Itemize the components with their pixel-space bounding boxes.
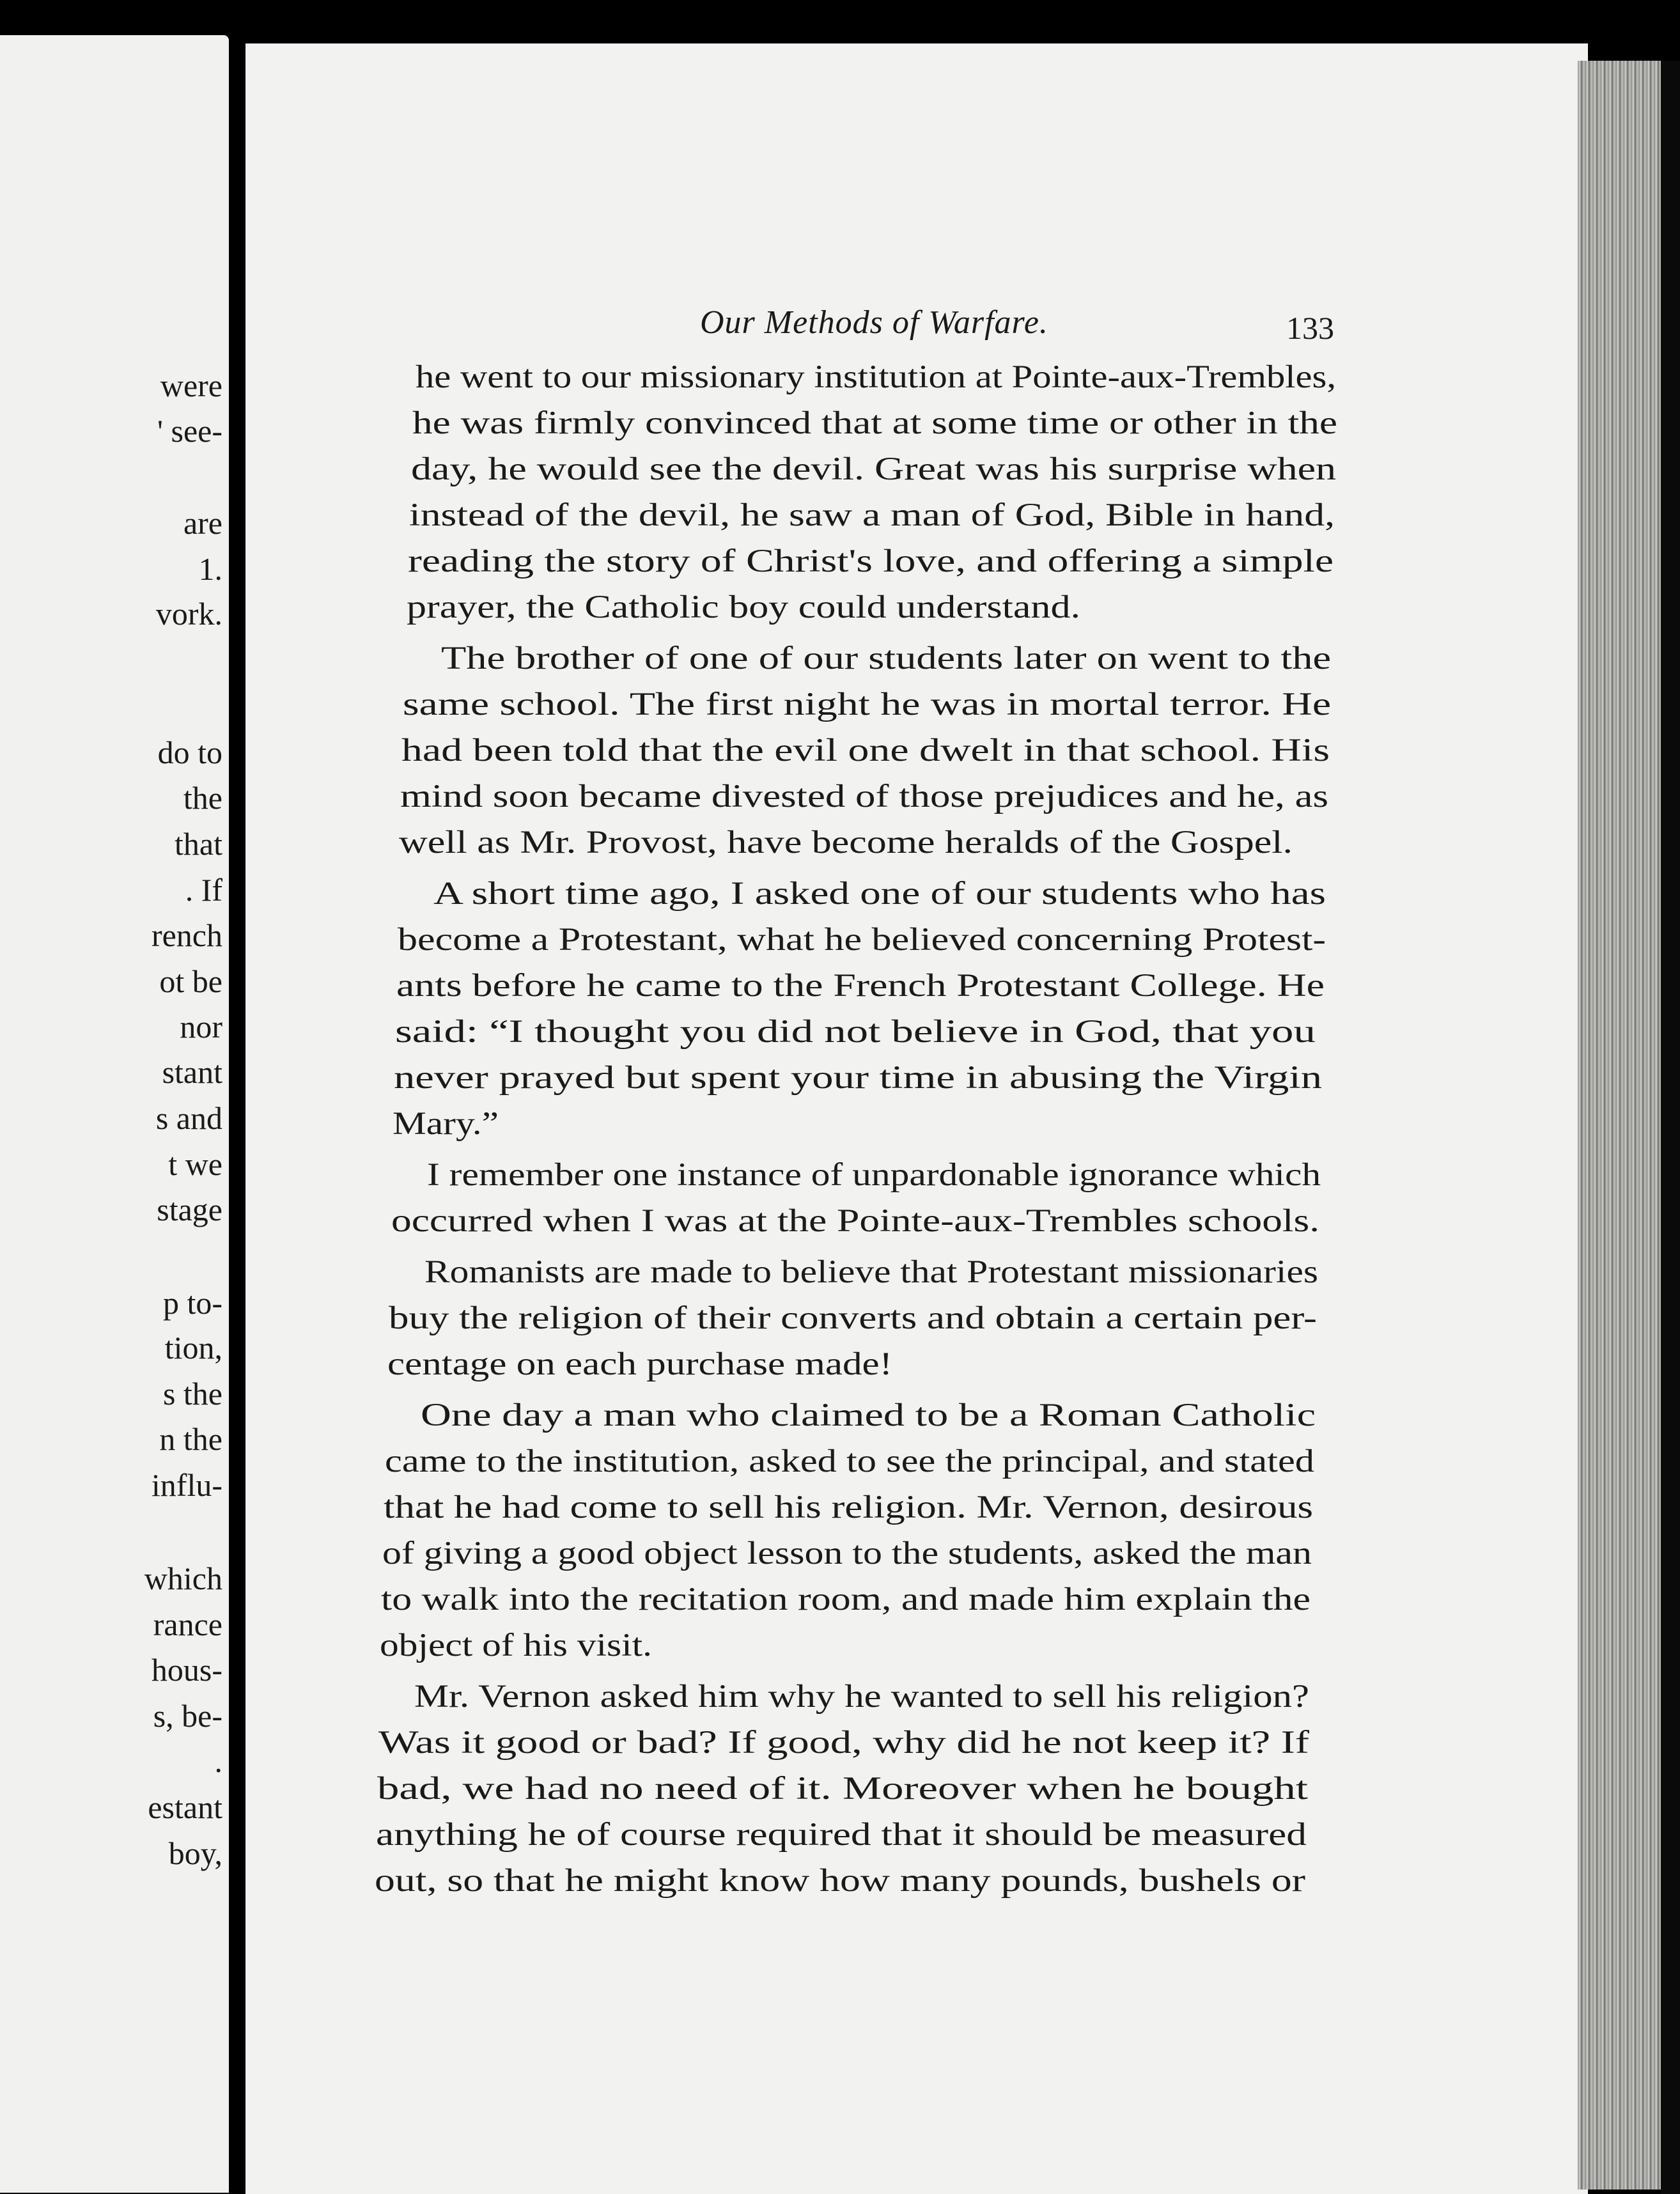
body-line: prayer, the Catholic boy could understand. <box>407 589 1081 625</box>
body-line: Mary.” <box>393 1106 499 1142</box>
left-page-line: ' see- <box>157 413 222 449</box>
body-line: came to the institution, asked to see the principal, and stated <box>385 1443 1315 1479</box>
left-page-line: rench <box>151 917 222 953</box>
left-page-line: stage <box>157 1192 222 1227</box>
body-line: The brother of one of our students later on went to the <box>441 641 1332 676</box>
running-title: Our Methods of Warfare. <box>700 304 1048 341</box>
left-page-line: rance <box>153 1607 222 1642</box>
body-line: bad, we had no need of it. Moreover when he bought <box>377 1771 1308 1807</box>
left-page-line: stant <box>162 1054 222 1090</box>
left-page-line: 1. <box>198 551 222 587</box>
body-line: out, so that he might know how many pounds, bushels or <box>375 1863 1306 1899</box>
left-page-line: s, be- <box>153 1698 222 1734</box>
left-page-line: s the <box>162 1376 222 1412</box>
left-page-line: nor <box>180 1009 222 1045</box>
body-line: mind soon became divested of those prejudices and he, as <box>400 779 1328 814</box>
body-line: he went to our missionary institution at Pointe-aux-Trembles, <box>416 359 1337 395</box>
left-page-line: the <box>183 780 222 816</box>
body-line: buy the religion of their converts and obtain a certain per- <box>389 1300 1317 1336</box>
left-page-line: influ- <box>151 1467 222 1503</box>
left-page-line: . If <box>185 872 222 908</box>
left-page-line: that <box>175 826 222 862</box>
body-line: he was firmly convinced that at some time or other in the <box>412 405 1337 441</box>
left-page-line: hous- <box>151 1652 222 1688</box>
body-line: of giving a good object lesson to the students, asked the man <box>382 1536 1312 1571</box>
body-line: that he had come to sell his religion. Mr. Vernon, desirous <box>384 1490 1314 1525</box>
body-line: day, he would see the devil. Great was his surprise when <box>411 451 1337 487</box>
left-page-line: boy, <box>168 1835 222 1871</box>
page-number: 133 <box>1286 310 1334 346</box>
body-line: become a Protestant, what he believed concerning Protest- <box>398 922 1326 958</box>
body-line: object of his visit. <box>380 1628 652 1663</box>
left-page-line: t we <box>168 1146 222 1182</box>
left-page-line: . <box>214 1743 222 1779</box>
body-line: to walk into the recitation room, and made him explain the <box>381 1582 1311 1617</box>
body-line: Romanists are made to believe that Protestant missionaries <box>424 1254 1318 1290</box>
body-line: occurred when I was at the Pointe-aux-Trembles schools. <box>391 1203 1320 1239</box>
left-page-line: s and <box>155 1100 222 1136</box>
left-page-line: were <box>160 368 222 403</box>
body-line: I remember one instance of unpardonable ignorance which <box>427 1157 1321 1193</box>
body-line: said: “I thought you did not believe in God, that you <box>395 1014 1316 1050</box>
body-line: had been told that the evil one dwelt in that school. His <box>401 733 1330 768</box>
left-page-line: do to <box>157 735 222 770</box>
body-line: Mr. Vernon asked him why he wanted to sell his religion? <box>414 1679 1309 1715</box>
body-line: instead of the devil, he saw a man of God, Bible in hand, <box>409 497 1335 533</box>
left-page-line: estant <box>148 1789 222 1825</box>
body-line: same school. The first night he was in mortal terror. He <box>403 687 1332 722</box>
body-line: well as Mr. Provost, have become heralds of the Gospel. <box>399 825 1293 860</box>
left-page-line: are <box>183 505 222 541</box>
body-line: centage on each purchase made! <box>387 1346 892 1382</box>
body-line: ants before he came to the French Protestant College. He <box>396 968 1325 1004</box>
left-page-line: n the <box>159 1421 222 1457</box>
left-page-line: p to- <box>162 1285 222 1321</box>
body-line: never prayed but spent your time in abusing the Virgin <box>394 1060 1323 1096</box>
body-line: anything he of course required that it should be measured <box>376 1817 1307 1853</box>
body-line: Was it good or bad? If good, why did he not keep it? If <box>378 1725 1310 1761</box>
body-line: A short time ago, I asked one of our students who has <box>433 876 1326 912</box>
left-page-line: ot be <box>159 963 222 999</box>
body-line: One day a man who claimed to be a Roman Catholic <box>421 1397 1316 1433</box>
left-page-line: vork. <box>155 596 222 632</box>
left-page-line: tion, <box>164 1330 222 1365</box>
body-line: reading the story of Christ's love, and offering a simple <box>408 543 1334 579</box>
left-page-line: which <box>144 1560 222 1596</box>
